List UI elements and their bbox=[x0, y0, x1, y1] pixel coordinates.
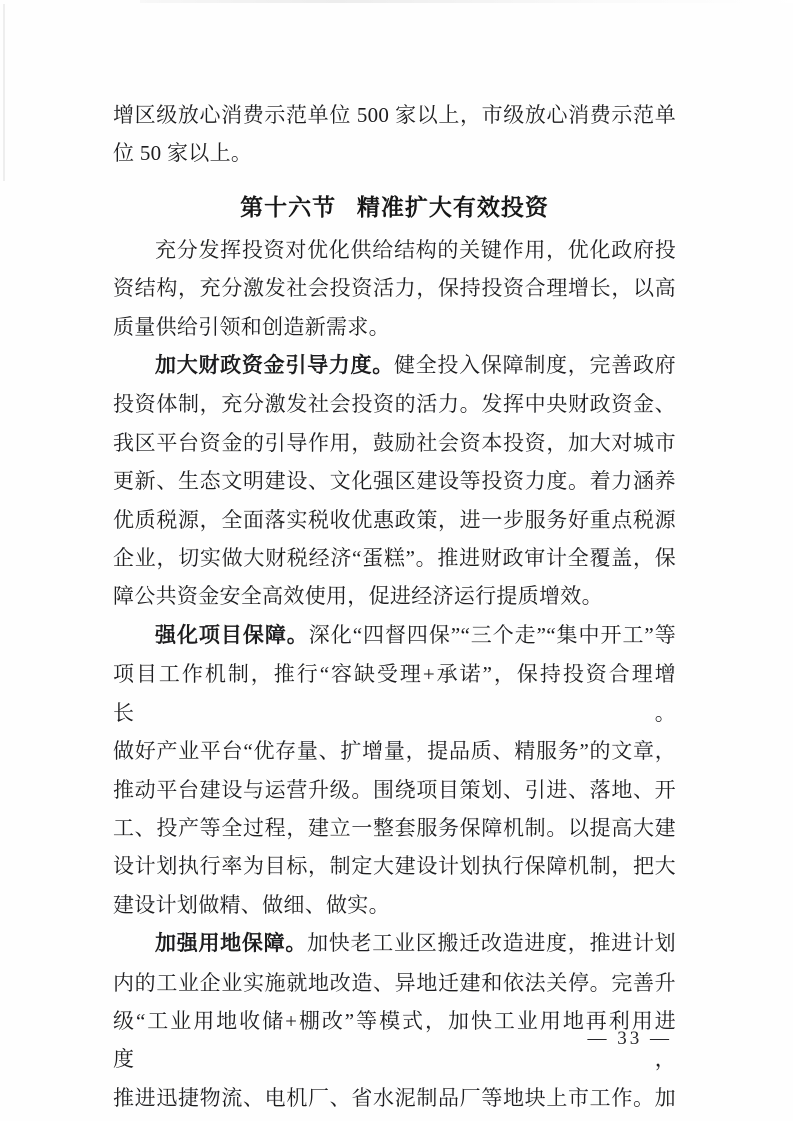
text-line: 我区平台资金的引导作用，鼓励社会资本投资，加大对城市 bbox=[113, 430, 676, 455]
text-line: 更新、生态文明建设、文化强区建设等投资力度。着力涵养 bbox=[113, 469, 676, 494]
paragraph-lead: 加大财政资金引导力度。 bbox=[155, 354, 394, 378]
text-line: 位 50 家以上。 bbox=[113, 141, 253, 166]
text-line: 建设计划做精、做细、做实。 bbox=[113, 892, 390, 917]
text-line: 推动平台建设与运营升级。围绕项目策划、引进、落地、开 bbox=[113, 777, 676, 802]
paragraph bbox=[113, 924, 676, 1117]
text-line: 质量供给引领和创造新需求。 bbox=[113, 314, 390, 339]
text-line: 项目工作机制，推行“容缺受理+承诺”，保持投资合理增长。 bbox=[113, 662, 676, 725]
carryover-paragraph bbox=[113, 96, 676, 173]
text-line: 资结构，充分激发社会投资活力，保持投资合理增长，以高 bbox=[113, 276, 676, 301]
text-line: 障公共资金安全高效使用，促进经济运行提质增效。 bbox=[113, 584, 603, 609]
text-line: 级“工业用地收储+棚改”等模式，加快工业用地再利用进度， bbox=[113, 1008, 676, 1072]
text-line: 强化项目保障。深化“四督四保”“三个走”“集中开工”等 bbox=[155, 622, 676, 647]
text-line: 企业，切实做大财税经济“蛋糕”。推进财政审计全覆盖，保 bbox=[113, 546, 676, 571]
page-content bbox=[113, 96, 676, 1117]
page-number: — 33 — bbox=[587, 1028, 672, 1049]
section-number: 第十六节 bbox=[240, 193, 337, 220]
text-line: 内的工业企业实施就地改造、异地迁建和依法关停。完善升 bbox=[113, 970, 676, 995]
text-line: 推进迅捷物流、电机厂、省水泥制品厂等地块上市工作。加 bbox=[113, 1085, 676, 1110]
text-line: 工、投产等全过程，建立一整套服务保障机制。以提高大建 bbox=[113, 815, 676, 840]
text-line: 充分发挥投资对优化供给结构的关键作用，优化政府投 bbox=[155, 237, 676, 262]
text-line: 加强用地保障。加快老工业区搬迁改造进度，推进计划 bbox=[155, 931, 676, 956]
paragraph bbox=[113, 231, 676, 346]
section-heading bbox=[113, 185, 676, 229]
paragraph-lead: 加强用地保障。 bbox=[155, 932, 308, 956]
text-line: 投资体制，充分激发社会投资的活力。发挥中央财政资金、 bbox=[113, 392, 676, 417]
text-line: 设计划执行率为目标，制定大建设计划执行保障机制，把大 bbox=[113, 854, 676, 879]
text-line: 增区级放心消费示范单位 500 家以上，市级放心消费示范单 bbox=[113, 103, 676, 127]
text-line: 做好产业平台“优存量、扩增量，提品质、精服务”的文章， bbox=[113, 739, 676, 764]
paragraph bbox=[113, 616, 676, 924]
paragraph-lead: 强化项目保障。 bbox=[155, 623, 309, 647]
text-line: 优质税源，全面落实税收优惠政策，进一步服务好重点税源 bbox=[113, 507, 676, 532]
section-title: 精准扩大有效投资 bbox=[356, 193, 549, 220]
paragraph bbox=[113, 346, 676, 616]
text-line: 加大财政资金引导力度。健全投入保障制度，完善政府 bbox=[155, 353, 676, 378]
